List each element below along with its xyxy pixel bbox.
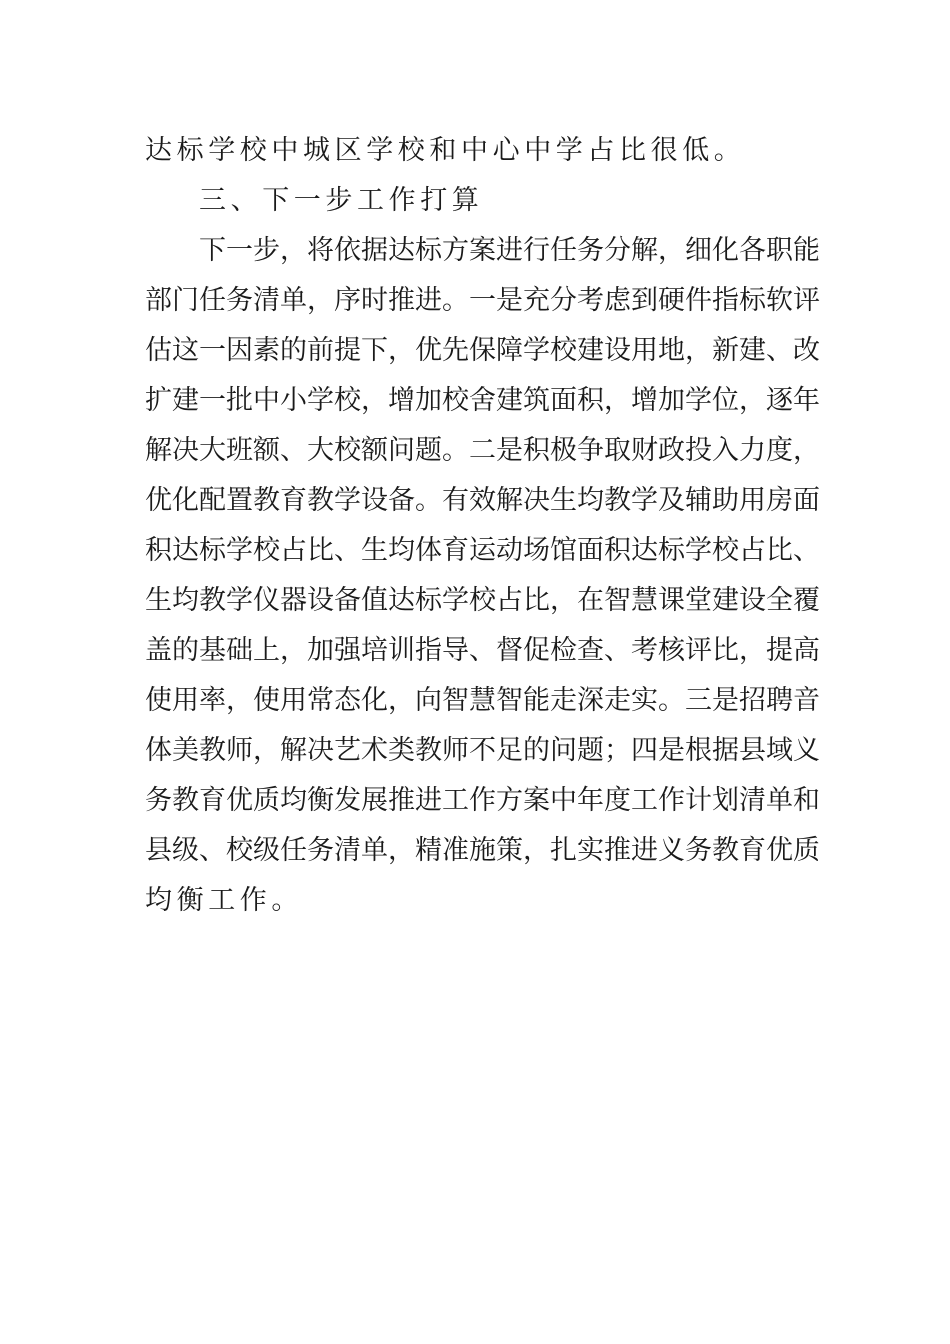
paragraph-line: 体美教师，解决艺术类教师不足的问题；四是根据县域义	[145, 735, 820, 766]
paragraph-line: 积达标学校占比、生均体育运动场馆面积达标学校占比、	[145, 535, 820, 566]
paragraph-line: 生均教学仪器设备值达标学校占比，在智慧课堂建设全覆	[145, 585, 820, 616]
paragraph-last-line: 均衡工作。	[145, 885, 303, 916]
paragraph-end-line: 达标学校中城区学校和中心中学占比很低。	[145, 135, 746, 166]
paragraph-line: 下一步，将依据达标方案进行任务分解，细化各职能	[199, 235, 820, 266]
body-text	[145, 126, 820, 926]
paragraph-line: 盖的基础上，加强培训指导、督促检查、考核评比，提高	[145, 635, 820, 666]
section-heading: 三、下一步工作打算	[199, 185, 484, 216]
paragraph-line: 估这一因素的前提下，优先保障学校建设用地，新建、改	[145, 335, 820, 366]
paragraph-line: 务教育优质均衡发展推进工作方案中年度工作计划清单和	[145, 785, 820, 816]
paragraph-line: 部门任务清单，序时推进。一是充分考虑到硬件指标软评	[145, 285, 820, 316]
paragraph-line: 县级、校级任务清单，精准施策，扎实推进义务教育优质	[145, 835, 820, 866]
paragraph-line: 扩建一批中小学校，增加校舍建筑面积，增加学位，逐年	[145, 385, 820, 416]
paragraph-line: 解决大班额、大校额问题。二是积极争取财政投入力度，	[145, 435, 820, 466]
paragraph-line: 使用率，使用常态化，向智慧智能走深走实。三是招聘音	[145, 685, 820, 716]
paragraph-line: 优化配置教育教学设备。有效解决生均教学及辅助用房面	[145, 485, 820, 516]
